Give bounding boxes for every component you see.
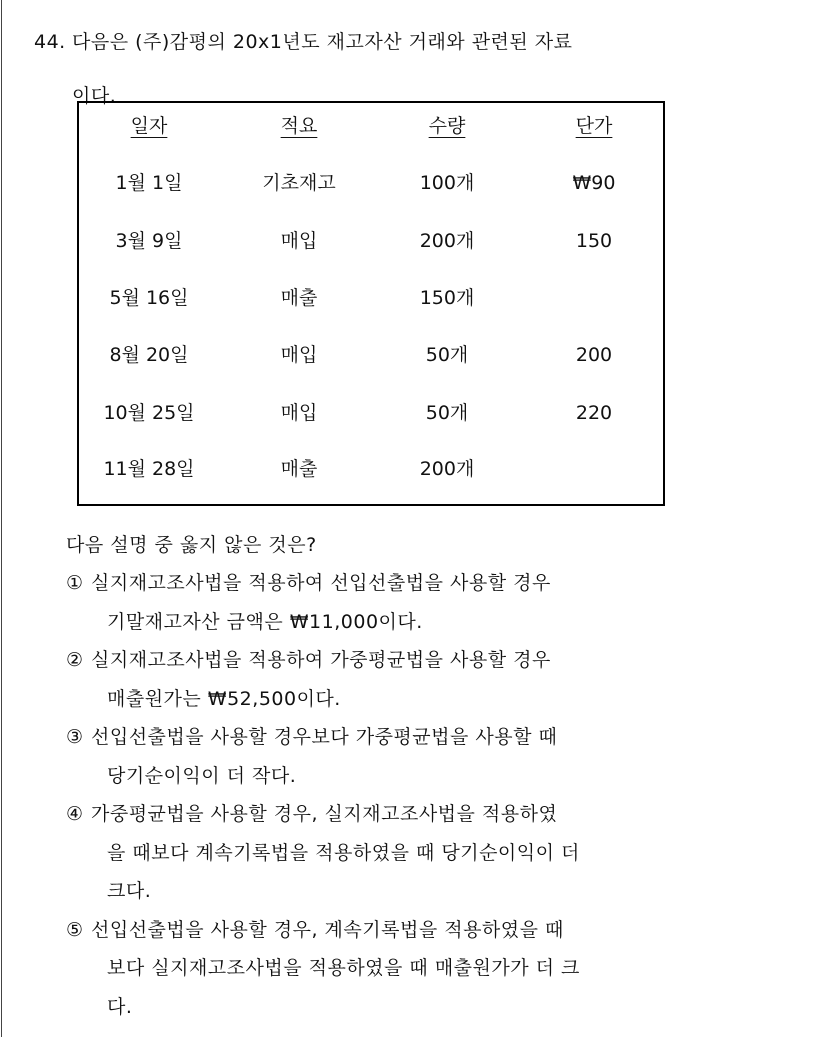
table-cell: 매출 [280, 458, 318, 480]
option-text[interactable]: 선입선출법을 사용할 경우, 계속기록법을 적용하였을 때 [91, 918, 564, 941]
table-cell: 11월 28일 [103, 458, 195, 480]
option-marker[interactable]: ④ [66, 803, 84, 825]
table-header: 일자 [130, 115, 168, 137]
option-text[interactable]: 선입선출법을 사용할 경우보다 가중평균법을 사용할 때 [91, 726, 558, 748]
table-cell: 10월 25일 [103, 402, 195, 424]
option-text[interactable]: 가중평균법을 사용할 경우, 실지재고조사법을 적용하였 [91, 803, 558, 825]
table-header: 적요 [280, 115, 318, 137]
table-cell: 200 [575, 344, 613, 366]
question-number: 44. [34, 31, 66, 53]
table-header: 단가 [575, 115, 613, 137]
option-text[interactable]: 보다 실지재고조사법을 적용하였을 때 매출원가가 더 크 [107, 957, 580, 979]
table-cell: 기초재고 [262, 172, 336, 194]
option-text[interactable]: 실지재고조사법을 적용하여 가중평균법을 사용할 경우 [91, 649, 551, 671]
table-cell: 200개 [419, 458, 475, 480]
option-marker[interactable]: ③ [66, 726, 84, 748]
table-header: 수량 [428, 115, 466, 137]
table-cell: 50개 [425, 344, 469, 366]
option-text[interactable]: 다. [107, 995, 133, 1018]
option-marker[interactable]: ② [66, 649, 84, 671]
table-cell: 100개 [419, 172, 475, 194]
table-cell: ₩90 [572, 172, 616, 194]
table-cell: 1월 1일 [115, 172, 183, 194]
table-cell: 5월 16일 [109, 287, 189, 309]
inventory-table [77, 101, 665, 506]
option-text[interactable]: 기말재고자산 금액은 ₩11,000이다. [107, 610, 423, 633]
option-text[interactable]: 매출원가는 ₩52,500이다. [107, 687, 341, 710]
table-cell: 매입 [280, 402, 318, 424]
table-cell: 220 [575, 402, 613, 424]
question-stem-line2: 이다. [72, 85, 117, 107]
option-text[interactable]: 실지재고조사법을 적용하여 선입선출법을 사용할 경우 [91, 572, 551, 594]
option-marker[interactable]: ① [66, 572, 84, 594]
option-text[interactable]: 크다. [107, 880, 152, 902]
table-cell: 매입 [280, 344, 318, 366]
page-left-border [1, 0, 2, 1037]
question-prompt: 다음 설명 중 옳지 않은 것은? [66, 534, 317, 556]
table-cell: 매입 [280, 230, 318, 252]
option-text[interactable]: 을 때보다 계속기록법을 적용하였을 때 당기순이익이 더 [107, 841, 580, 864]
table-cell: 50개 [425, 402, 469, 424]
question-stem-line1: 다음은 (주)감평의 20x1년도 재고자산 거래와 관련된 자료 [72, 31, 573, 53]
table-cell: 8월 20일 [109, 344, 189, 366]
table-cell: 150 [575, 230, 613, 252]
option-marker[interactable]: ⑤ [66, 918, 84, 941]
table-cell: 200개 [419, 230, 475, 252]
option-text[interactable]: 당기순이익이 더 작다. [107, 764, 297, 787]
table-cell: 150개 [419, 287, 475, 309]
table-cell: 매출 [280, 287, 318, 309]
table-cell: 3월 9일 [115, 230, 183, 252]
